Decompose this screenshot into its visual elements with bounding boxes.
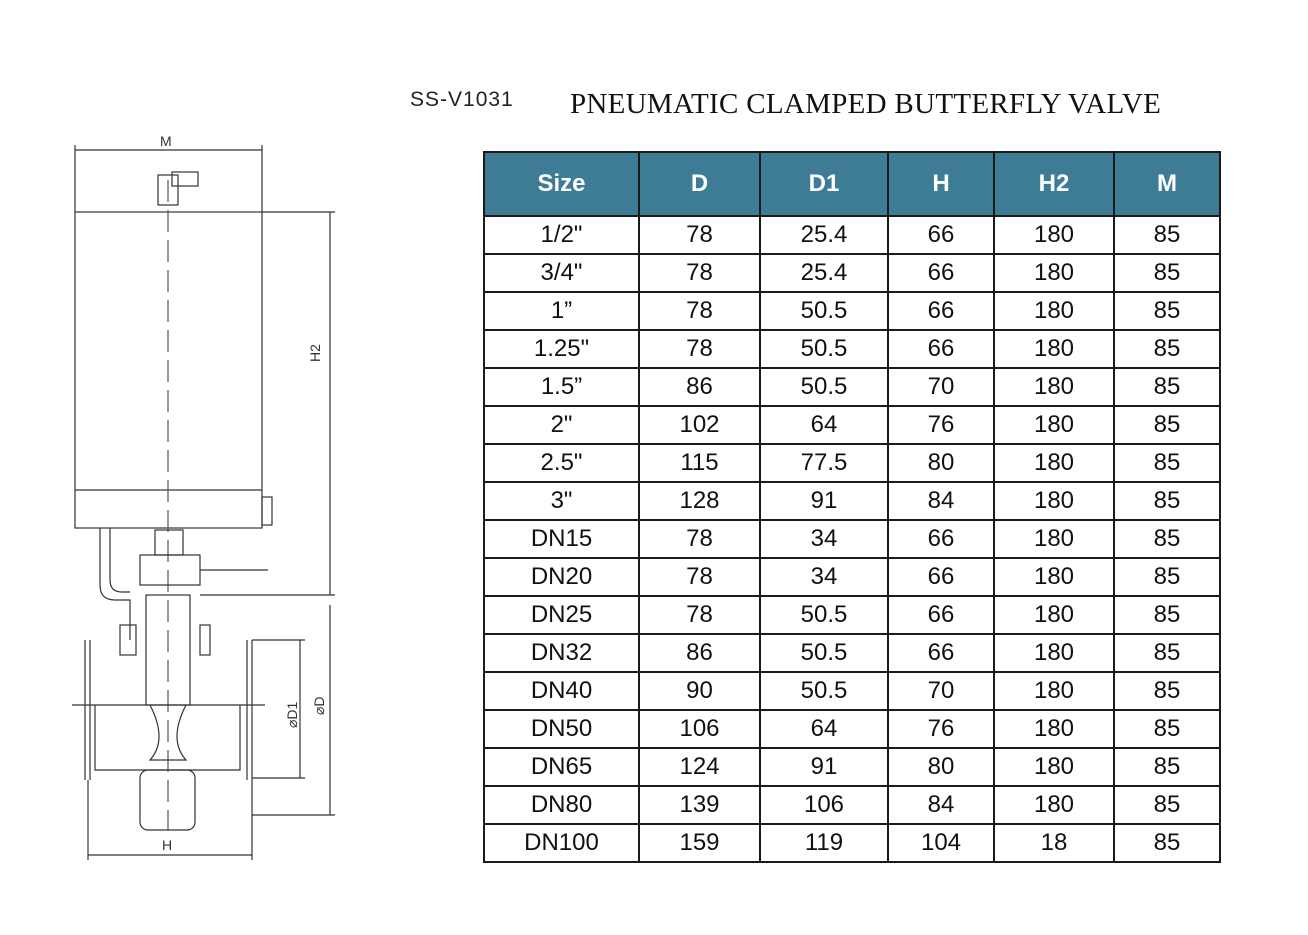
table-cell-size: DN50 xyxy=(484,710,639,748)
table-row xyxy=(484,444,1220,482)
table-cell-m: 85 xyxy=(1114,520,1220,558)
table-cell-d1: 106 xyxy=(760,786,888,824)
table-row xyxy=(484,672,1220,710)
table-cell-h2: 180 xyxy=(994,330,1114,368)
table-cell-h: 84 xyxy=(888,786,994,824)
table-cell-size: 3" xyxy=(484,482,639,520)
column-header-d1: D1 xyxy=(760,152,888,216)
table-cell-h: 66 xyxy=(888,558,994,596)
table-cell-d1: 77.5 xyxy=(760,444,888,482)
table-row xyxy=(484,824,1220,862)
dim-label-h2: H2 xyxy=(307,344,323,362)
table-cell-d1: 50.5 xyxy=(760,368,888,406)
table-cell-h: 66 xyxy=(888,292,994,330)
table-cell-h2: 180 xyxy=(994,634,1114,672)
table-cell-h: 80 xyxy=(888,748,994,786)
table-cell-d1: 64 xyxy=(760,710,888,748)
table-cell-h: 66 xyxy=(888,330,994,368)
table-cell-size: DN80 xyxy=(484,786,639,824)
table-row xyxy=(484,634,1220,672)
table-cell-m: 85 xyxy=(1114,558,1220,596)
table-cell-m: 85 xyxy=(1114,292,1220,330)
table-cell-size: DN25 xyxy=(484,596,639,634)
table-cell-h2: 180 xyxy=(994,292,1114,330)
dim-label-m: M xyxy=(160,133,172,149)
table-cell-h2: 180 xyxy=(994,786,1114,824)
table-row xyxy=(484,596,1220,634)
table-cell-h: 66 xyxy=(888,520,994,558)
table-cell-d1: 50.5 xyxy=(760,672,888,710)
table-cell-m: 85 xyxy=(1114,824,1220,862)
table-cell-h2: 180 xyxy=(994,710,1114,748)
dim-label-h: H xyxy=(162,837,173,853)
model-code: SS-V1031 xyxy=(410,88,514,111)
table-cell-d1: 34 xyxy=(760,558,888,596)
table-cell-d1: 91 xyxy=(760,482,888,520)
table-cell-d: 78 xyxy=(639,216,760,254)
valve-technical-drawing xyxy=(0,120,380,900)
table-cell-d: 78 xyxy=(639,558,760,596)
table-row xyxy=(484,254,1220,292)
table-cell-h2: 180 xyxy=(994,558,1114,596)
table-cell-size: 2" xyxy=(484,406,639,444)
table-cell-d: 78 xyxy=(639,596,760,634)
dim-label-d1: ⌀D1 xyxy=(284,701,300,728)
table-cell-d1: 50.5 xyxy=(760,330,888,368)
dim-label-d: ⌀D xyxy=(311,696,327,715)
table-cell-d: 106 xyxy=(639,710,760,748)
table-cell-size: DN32 xyxy=(484,634,639,672)
table-cell-m: 85 xyxy=(1114,748,1220,786)
table-cell-d: 86 xyxy=(639,634,760,672)
table-cell-m: 85 xyxy=(1114,368,1220,406)
dimension-table xyxy=(483,151,1221,863)
table-cell-m: 85 xyxy=(1114,444,1220,482)
table-cell-h: 76 xyxy=(888,710,994,748)
table-cell-m: 85 xyxy=(1114,710,1220,748)
table-row xyxy=(484,520,1220,558)
table-cell-d: 90 xyxy=(639,672,760,710)
table-cell-h: 66 xyxy=(888,596,994,634)
table-cell-size: DN20 xyxy=(484,558,639,596)
table-cell-size: 1.5” xyxy=(484,368,639,406)
table-row xyxy=(484,216,1220,254)
table-cell-m: 85 xyxy=(1114,596,1220,634)
table-cell-h: 104 xyxy=(888,824,994,862)
table-cell-h: 84 xyxy=(888,482,994,520)
table-cell-m: 85 xyxy=(1114,634,1220,672)
page-title: PNEUMATIC CLAMPED BUTTERFLY VALVE xyxy=(570,88,1162,120)
table-cell-size: 1/2" xyxy=(484,216,639,254)
table-cell-size: 3/4" xyxy=(484,254,639,292)
table-cell-d1: 25.4 xyxy=(760,254,888,292)
table-cell-d1: 25.4 xyxy=(760,216,888,254)
table-cell-d: 102 xyxy=(639,406,760,444)
table-cell-h2: 180 xyxy=(994,254,1114,292)
table-row xyxy=(484,786,1220,824)
table-cell-h: 70 xyxy=(888,672,994,710)
table-cell-h2: 180 xyxy=(994,672,1114,710)
table-header-row xyxy=(484,152,1220,216)
table-cell-d: 159 xyxy=(639,824,760,862)
table-row xyxy=(484,330,1220,368)
table-cell-d: 78 xyxy=(639,292,760,330)
table-cell-d: 78 xyxy=(639,330,760,368)
table-cell-d1: 50.5 xyxy=(760,292,888,330)
table-cell-m: 85 xyxy=(1114,216,1220,254)
table-cell-h2: 180 xyxy=(994,444,1114,482)
table-cell-size: 1” xyxy=(484,292,639,330)
table-cell-m: 85 xyxy=(1114,786,1220,824)
table-cell-size: 2.5" xyxy=(484,444,639,482)
column-header-h2: H2 xyxy=(994,152,1114,216)
table-cell-h2: 180 xyxy=(994,368,1114,406)
table-cell-h2: 180 xyxy=(994,596,1114,634)
table-cell-h: 80 xyxy=(888,444,994,482)
column-header-h: H xyxy=(888,152,994,216)
table-cell-d1: 34 xyxy=(760,520,888,558)
table-cell-m: 85 xyxy=(1114,254,1220,292)
table-cell-d: 86 xyxy=(639,368,760,406)
table-cell-d1: 50.5 xyxy=(760,596,888,634)
table-cell-d: 78 xyxy=(639,520,760,558)
table-cell-h2: 180 xyxy=(994,482,1114,520)
table-cell-d1: 50.5 xyxy=(760,634,888,672)
table-cell-h2: 180 xyxy=(994,748,1114,786)
column-header-m: M xyxy=(1114,152,1220,216)
table-cell-size: DN15 xyxy=(484,520,639,558)
table-cell-h: 66 xyxy=(888,634,994,672)
table-cell-m: 85 xyxy=(1114,330,1220,368)
table-cell-m: 85 xyxy=(1114,482,1220,520)
table-cell-h: 66 xyxy=(888,254,994,292)
table-row xyxy=(484,292,1220,330)
table-row xyxy=(484,558,1220,596)
table-cell-h: 66 xyxy=(888,216,994,254)
table-cell-d: 115 xyxy=(639,444,760,482)
table-cell-h2: 180 xyxy=(994,216,1114,254)
table-cell-d1: 119 xyxy=(760,824,888,862)
table-cell-d: 124 xyxy=(639,748,760,786)
table-cell-d1: 64 xyxy=(760,406,888,444)
table-row xyxy=(484,710,1220,748)
table-cell-h2: 180 xyxy=(994,520,1114,558)
table-cell-m: 85 xyxy=(1114,672,1220,710)
column-header-d: D xyxy=(639,152,760,216)
table-cell-h: 70 xyxy=(888,368,994,406)
table-row xyxy=(484,368,1220,406)
column-header-size: Size xyxy=(484,152,639,216)
table-cell-h2: 180 xyxy=(994,406,1114,444)
table-cell-size: DN65 xyxy=(484,748,639,786)
table-row xyxy=(484,482,1220,520)
table-body xyxy=(484,216,1220,862)
table-row xyxy=(484,406,1220,444)
table-cell-d: 139 xyxy=(639,786,760,824)
table-cell-size: 1.25" xyxy=(484,330,639,368)
table-cell-h2: 18 xyxy=(994,824,1114,862)
table-cell-size: DN100 xyxy=(484,824,639,862)
table-cell-h: 76 xyxy=(888,406,994,444)
table-cell-d1: 91 xyxy=(760,748,888,786)
table-cell-d: 78 xyxy=(639,254,760,292)
table-cell-size: DN40 xyxy=(484,672,639,710)
table-cell-m: 85 xyxy=(1114,406,1220,444)
table-cell-d: 128 xyxy=(639,482,760,520)
table-row xyxy=(484,748,1220,786)
